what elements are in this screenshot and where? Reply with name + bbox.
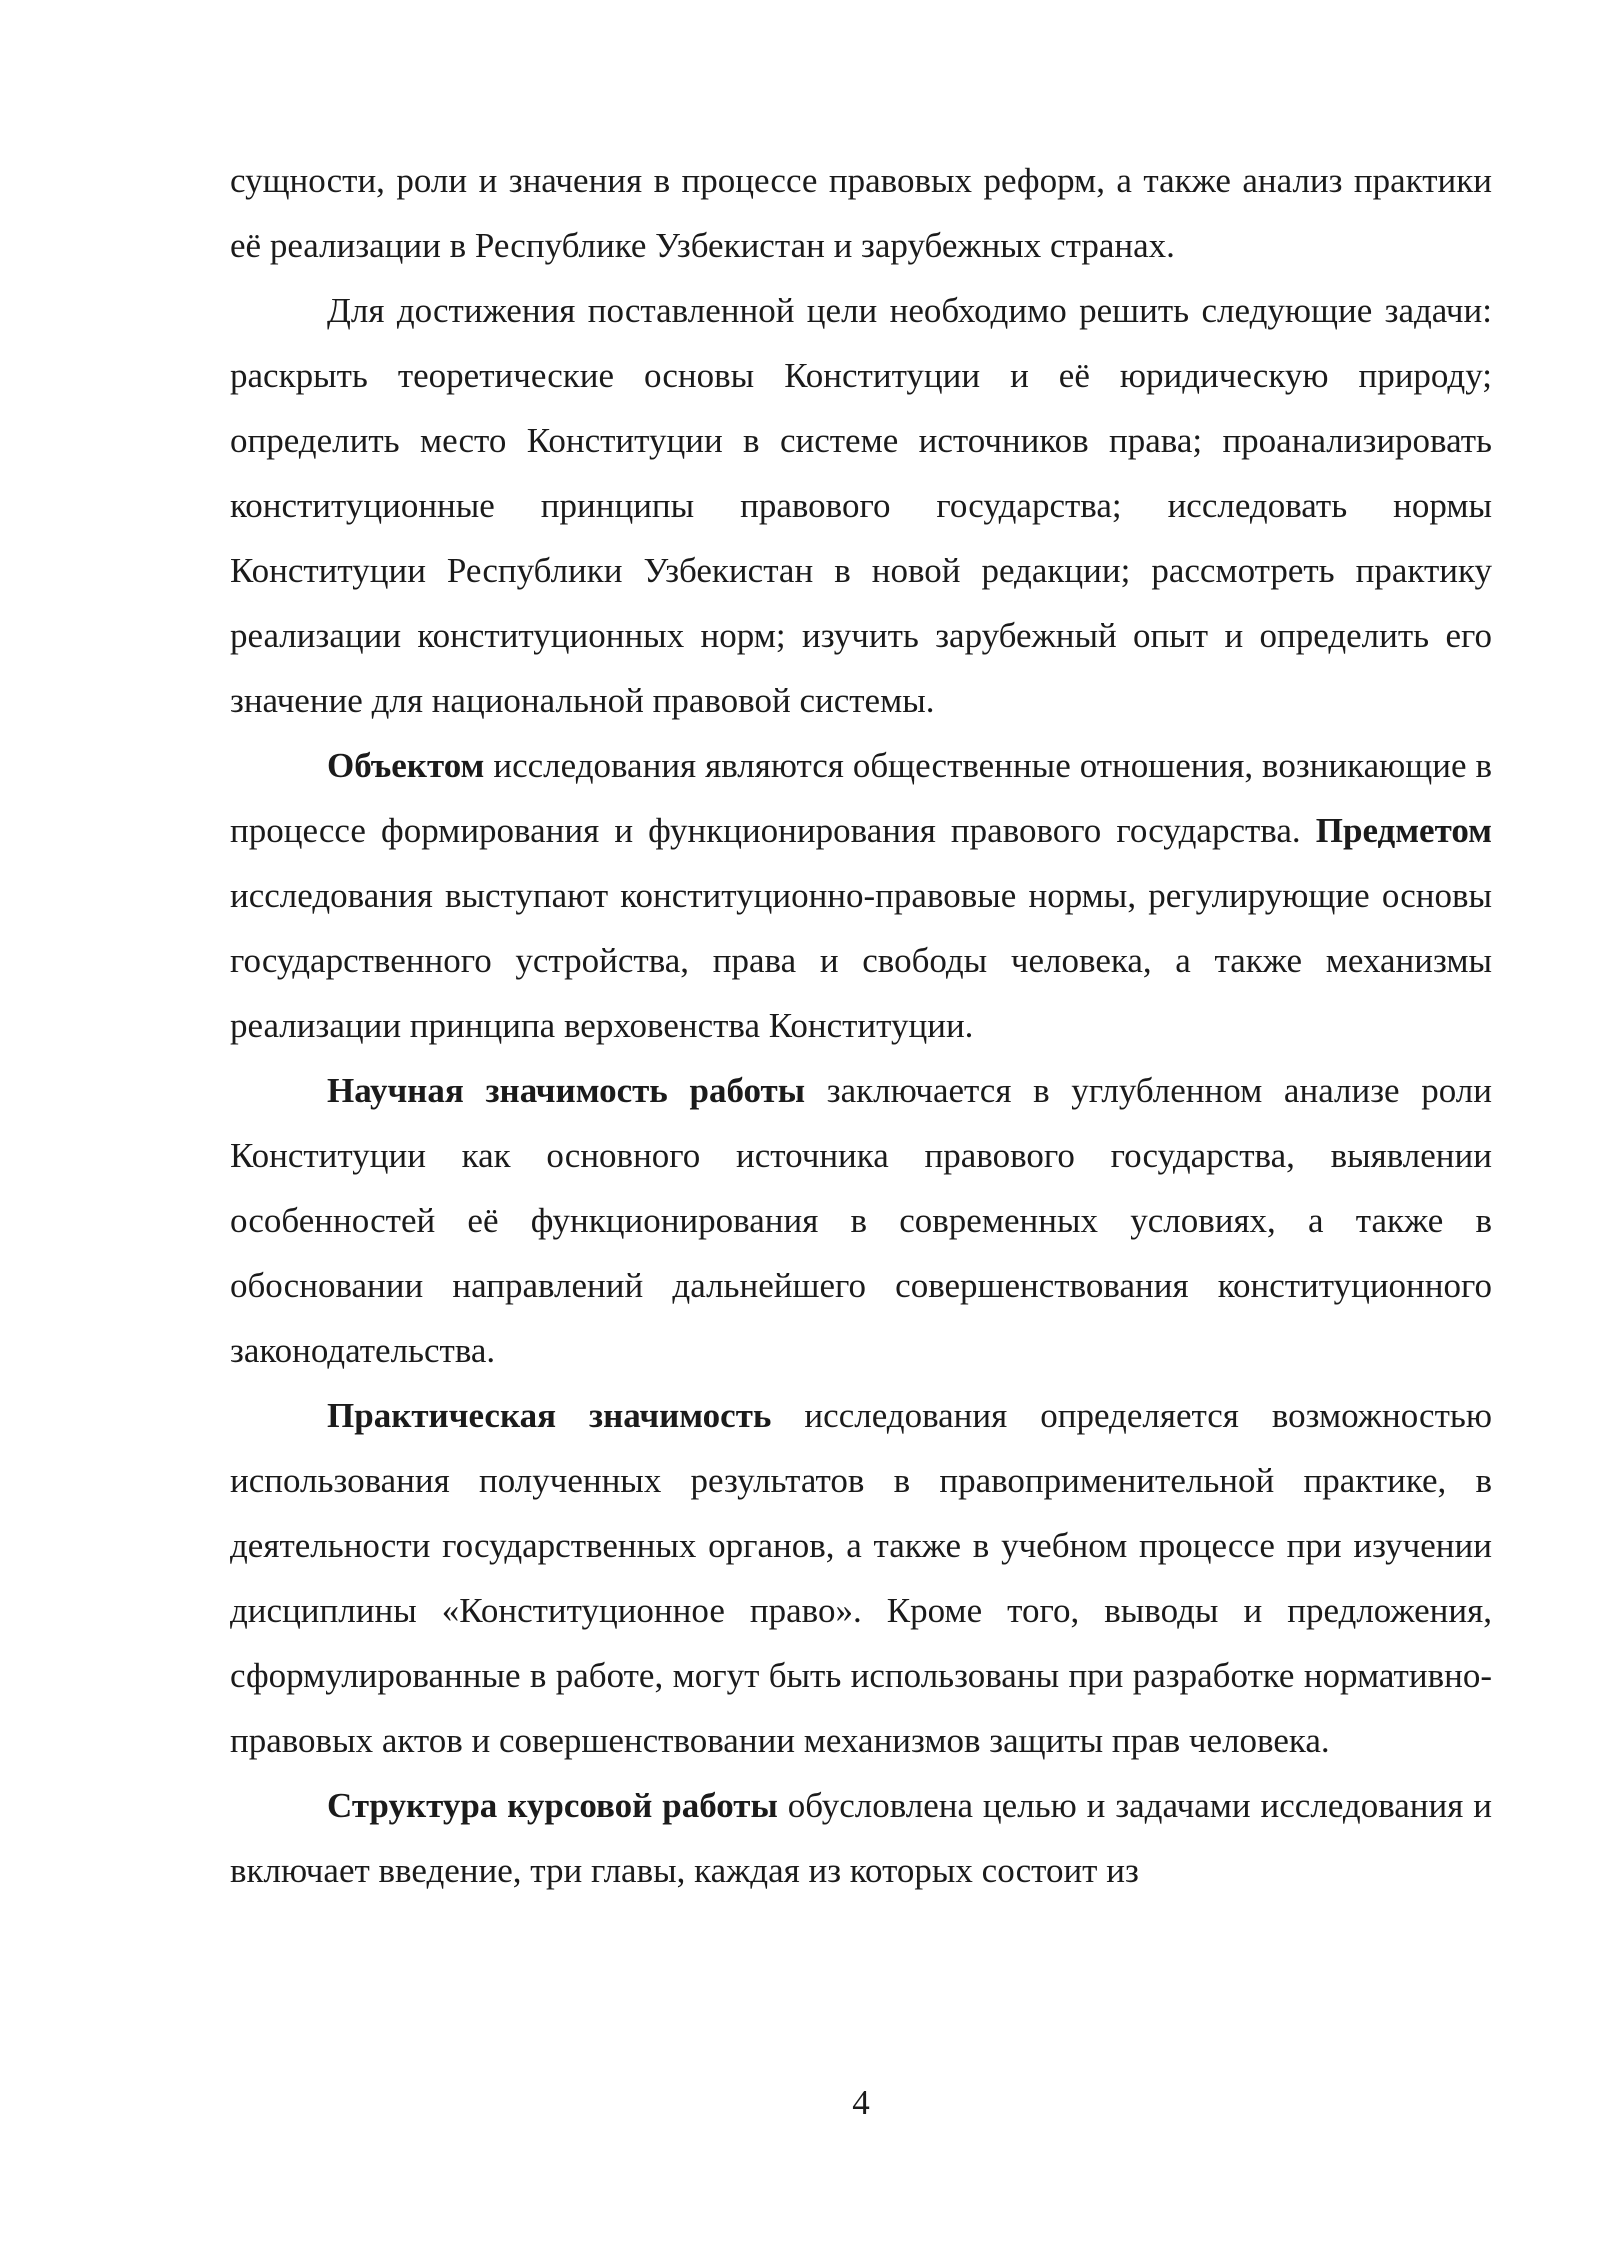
paragraph-text: Для достижения поставленной цели необходимо решить следующие задачи: раскрыть теоретические основы Конституции и её юридическую природу; определить место Конституции в системе источников права; проанализировать конституционные принципы правового государства; исследовать нормы Конституции Республики Узбекистан в новой редакции; рассмотреть практику реализации конституционных норм; изучить зарубежный опыт и определить его значение для национальной правовой системы. [230, 291, 1492, 720]
body-text [230, 148, 1492, 1903]
paragraph-text: исследования являются общественные отношения, возникающие в процессе формирования и функционирования правового государства. [230, 746, 1492, 850]
paragraph-text: обусловлена целью и задачами исследования и включает введение, три главы, каждая из которых состоит из [230, 1786, 1492, 1890]
bold-term-scientific-significance: Научная значимость работы [327, 1071, 806, 1110]
paragraph-text: исследования определяется возможностью использования полученных результатов в правоприменительной практике, в деятельности государственных органов, а также в учебном процессе при изучении дисциплины «Конституционное право». Кроме того, выводы и предложения, сформулированные в работе, могут быть использованы при разработке нормативно-правовых актов и совершенствовании механизмов защиты прав человека. [230, 1396, 1492, 1760]
paragraph-scientific-significance [230, 1058, 1492, 1383]
bold-term-subject: Предметом [1315, 811, 1492, 850]
paragraph-tasks [230, 278, 1492, 733]
bold-term-object: Объектом [327, 746, 485, 785]
paragraph-text: сущности, роли и значения в процессе правовых реформ, а также анализ практики её реализации в Республике Узбекистан и зарубежных странах. [230, 161, 1492, 265]
paragraph-object-subject [230, 733, 1492, 1058]
bold-term-practical-significance: Практическая значимость [327, 1396, 772, 1435]
paragraph-purpose-continued [230, 148, 1492, 278]
page-number: 4 [852, 2083, 870, 2122]
paragraph-structure [230, 1773, 1492, 1903]
bold-term-structure: Структура курсовой работы [327, 1786, 778, 1825]
paragraph-practical-significance [230, 1383, 1492, 1773]
paragraph-text: заключается в углубленном анализе роли Конституции как основного источника правового государства, выявлении особенностей её функционирования в современных условиях, а также в обосновании направлений дальнейшего совершенствования конституционного законодательства. [230, 1071, 1493, 1370]
paragraph-text: исследования выступают конституционно-правовые нормы, регулирующие основы государственного устройства, права и свободы человека, а также механизмы реализации принципа верховенства Конституции. [230, 876, 1492, 1045]
